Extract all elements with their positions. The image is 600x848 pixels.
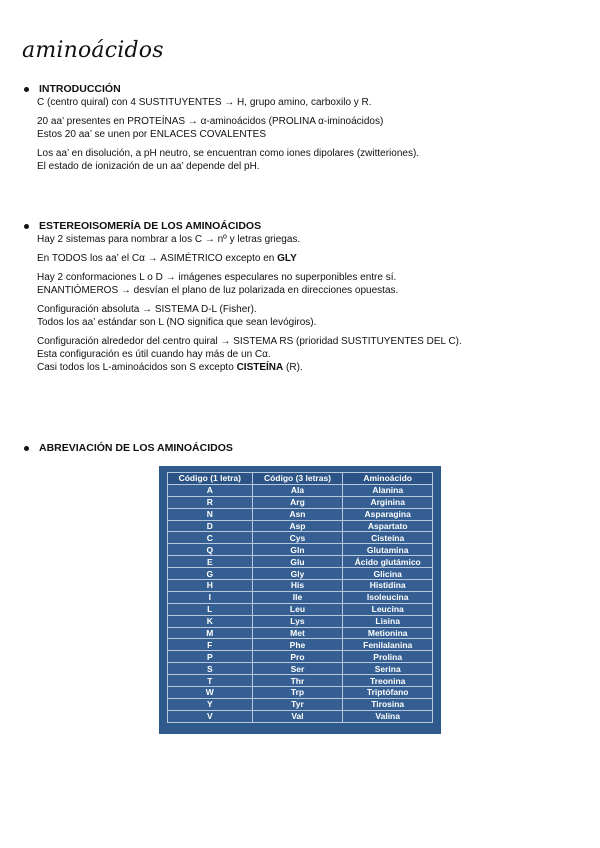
table-cell: Leucina [343, 603, 433, 615]
table-row [168, 663, 433, 675]
text-line: Hay 2 conformaciones L o D → imágenes especulares no superponibles entre sí. [37, 272, 397, 283]
text-line: Hay 2 sistemas para nombrar a los C → nº y letras griegas. [37, 234, 301, 245]
page-title: aminoácidos [22, 38, 164, 63]
text-line: El estado de ionización de un aa’ depende del pH. [37, 161, 260, 172]
table-cell: Ser [252, 663, 343, 675]
table-cell: Ala [252, 484, 343, 496]
table-cell: Gln [252, 544, 343, 556]
table-cell: N [168, 508, 253, 520]
table-cell: R [168, 496, 253, 508]
table-cell: Isoleucina [343, 591, 433, 603]
table-row [168, 710, 433, 722]
text-line: Estos 20 aa’ se unen por ENLACES COVALENTES [37, 129, 266, 140]
text-line: En TODOS los aa’ el Cα → ASIMÉTRICO excepto en GLY [37, 253, 297, 264]
table-cell: Gly [252, 568, 343, 580]
section-abreviacion [22, 441, 582, 455]
text-line: Configuración alrededor del centro quiral → SISTEMA RS (prioridad SUSTITUYENTES DEL C). [37, 336, 462, 347]
table-cell: S [168, 663, 253, 675]
table-cell: M [168, 627, 253, 639]
table-cell: Lisina [343, 615, 433, 627]
table-cell: Glu [252, 556, 343, 568]
table-row [168, 687, 433, 699]
table-row [168, 675, 433, 687]
table-cell: Tirosina [343, 698, 433, 710]
table-cell: Ile [252, 591, 343, 603]
table-body [168, 484, 433, 722]
amino-acid-table [167, 472, 433, 723]
text-line: Casi todos los L-aminoácidos son S excepto CISTEÍNA (R). [37, 362, 303, 373]
table-row [168, 484, 433, 496]
table-row [168, 698, 433, 710]
table-row [168, 520, 433, 532]
table-cell: C [168, 532, 253, 544]
section-body [22, 233, 582, 374]
table-row [168, 508, 433, 520]
table-cell: H [168, 580, 253, 592]
table-cell: Serina [343, 663, 433, 675]
text-line: Todos los aa’ estándar son L (NO significa que sean levógiros). [37, 317, 317, 328]
table-cell: Val [252, 710, 343, 722]
table-cell: Lys [252, 615, 343, 627]
section-heading: ESTEREOISOMERÍA DE LOS AMINOÁCIDOS [39, 220, 262, 232]
text-line: 20 aa’ presentes en PROTEÍNAS → α-aminoácidos (PROLINA α-iminoácidos) [37, 116, 384, 127]
bullet-icon [24, 87, 29, 92]
table-cell: G [168, 568, 253, 580]
section-estereoisomeria [22, 219, 582, 374]
table-cell: L [168, 603, 253, 615]
table-row [168, 532, 433, 544]
column-header: Código (3 letras) [252, 473, 343, 485]
section-body [22, 96, 582, 173]
table-row [168, 615, 433, 627]
table-cell: P [168, 651, 253, 663]
table-cell: His [252, 580, 343, 592]
table-cell: Q [168, 544, 253, 556]
text-line: Configuración absoluta → SISTEMA D-L (Fisher). [37, 304, 257, 315]
table-cell: Arginina [343, 496, 433, 508]
section-heading: ABREVIACIÓN DE LOS AMINOÁCIDOS [39, 442, 233, 454]
table-row [168, 568, 433, 580]
table-cell: Ácido glutámico [343, 556, 433, 568]
table-row [168, 544, 433, 556]
table-cell: Y [168, 698, 253, 710]
bullet-icon [24, 224, 29, 229]
table-cell: Alanina [343, 484, 433, 496]
table-cell: K [168, 615, 253, 627]
table-cell: Pro [252, 651, 343, 663]
text-line: C (centro quiral) con 4 SUSTITUYENTES → H, grupo amino, carboxilo y R. [37, 97, 372, 108]
section-heading: INTRODUCCIÓN [39, 83, 121, 95]
table-cell: Cisteína [343, 532, 433, 544]
table-cell: F [168, 639, 253, 651]
table-cell: Prolina [343, 651, 433, 663]
table-cell: Triptófano [343, 687, 433, 699]
table-row [168, 639, 433, 651]
table-cell: Aspartato [343, 520, 433, 532]
table-row [168, 591, 433, 603]
column-header: Código (1 letra) [168, 473, 253, 485]
table-cell: Fenilalanina [343, 639, 433, 651]
column-header: Aminoácido [343, 473, 433, 485]
table-cell: Valina [343, 710, 433, 722]
table-row [168, 580, 433, 592]
table-cell: Asparagina [343, 508, 433, 520]
table-row [168, 603, 433, 615]
table-row [168, 651, 433, 663]
table-cell: Glicina [343, 568, 433, 580]
section-introduccion [22, 82, 582, 173]
table-cell: T [168, 675, 253, 687]
table-cell: Asn [252, 508, 343, 520]
table-cell: Metionina [343, 627, 433, 639]
table-cell: W [168, 687, 253, 699]
table-cell: Glutamina [343, 544, 433, 556]
table-row [168, 496, 433, 508]
table-cell: D [168, 520, 253, 532]
amino-acid-table-image [159, 466, 441, 734]
table-cell: E [168, 556, 253, 568]
table-cell: Trp [252, 687, 343, 699]
bullet-icon [24, 446, 29, 451]
table-cell: Leu [252, 603, 343, 615]
table-cell: Tyr [252, 698, 343, 710]
table-cell: I [168, 591, 253, 603]
table-header-row [168, 473, 433, 485]
table-cell: Cys [252, 532, 343, 544]
table-cell: Arg [252, 496, 343, 508]
table-cell: A [168, 484, 253, 496]
table-row [168, 627, 433, 639]
table-cell: Treonina [343, 675, 433, 687]
table-cell: Phe [252, 639, 343, 651]
text-line: ENANTIÓMEROS → desvían el plano de luz polarizada en direcciones opuestas. [37, 285, 399, 296]
table-cell: Asp [252, 520, 343, 532]
table-cell: Thr [252, 675, 343, 687]
table-cell: Histidina [343, 580, 433, 592]
text-line: Esta configuración es útil cuando hay más de un Cα. [37, 349, 271, 360]
table-cell: Met [252, 627, 343, 639]
table-row [168, 556, 433, 568]
table-cell: V [168, 710, 253, 722]
text-line: Los aa’ en disolución, a pH neutro, se encuentran como iones dipolares (zwitteriones). [37, 148, 420, 159]
